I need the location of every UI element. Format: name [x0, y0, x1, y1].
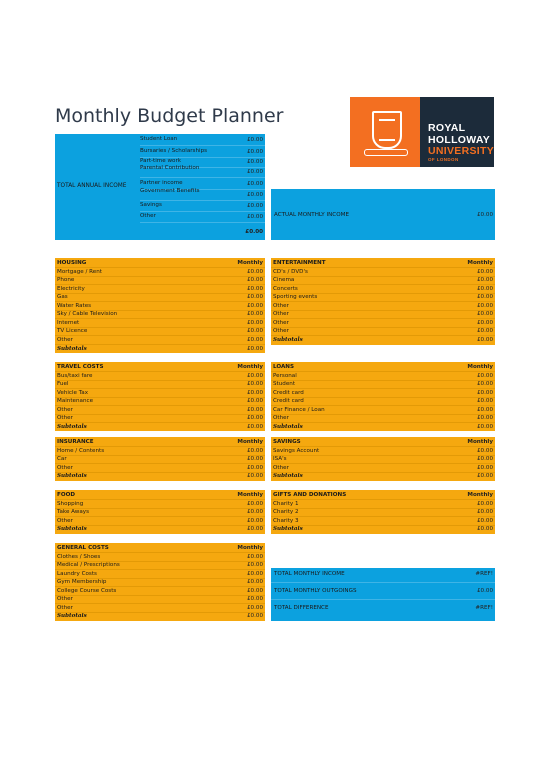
row-divider: [55, 397, 265, 398]
annual-row-value: £0.00: [246, 137, 263, 143]
section-row-label: Internet: [57, 319, 80, 326]
row-divider: [55, 284, 265, 285]
logo-line-1: ROYAL: [428, 122, 466, 134]
row-divider: [55, 380, 265, 381]
section-row-label: Other: [273, 415, 289, 422]
section-column-header: Monthly: [467, 260, 493, 266]
section-row-value: £0.00: [476, 372, 493, 379]
row-divider: [271, 284, 495, 285]
section-title: SAVINGS: [273, 439, 301, 445]
section-row-value: £0.00: [246, 596, 263, 603]
crest-icon: [350, 97, 420, 167]
section-row-label: Sporting events: [273, 294, 318, 301]
section-row-value: £0.00: [476, 381, 493, 388]
annual-income-total: £0.00: [245, 229, 263, 235]
section-row-value: £0.00: [246, 319, 263, 326]
annual-row-value: £0.00: [246, 192, 263, 198]
row-divider: [140, 145, 265, 146]
row-divider: [55, 276, 265, 277]
section-row-value: £0.00: [476, 406, 493, 413]
section-row-value: £0.00: [246, 509, 263, 516]
annual-row-label: Partner income: [140, 180, 183, 186]
section-row-value: £0.00: [476, 509, 493, 516]
section-subtotal-value: £0.00: [246, 613, 263, 620]
section-column-header: Monthly: [237, 439, 263, 445]
row-divider: [271, 335, 495, 336]
logo-line-2: HOLLOWAY: [428, 134, 491, 146]
row-divider: [271, 388, 495, 389]
section-row-value: £0.00: [476, 517, 493, 524]
annual-row-value: £0.00: [246, 169, 263, 175]
section-subtotal-label: Subtotals: [273, 526, 303, 533]
annual-row-value: £0.00: [246, 159, 263, 165]
section-subtotal-label: Subtotals: [273, 336, 303, 343]
section-row-label: Other: [57, 517, 73, 524]
section-column-header: Monthly: [237, 492, 263, 498]
annual-row-label: Government Benefits: [140, 188, 200, 194]
actual-income-value: £0.00: [476, 212, 493, 218]
section-row-label: CD's / DVD's: [273, 268, 308, 275]
row-divider: [55, 310, 265, 311]
section-subtotal-label: Subtotals: [57, 613, 87, 620]
section-row-label: Home / Contents: [57, 447, 105, 454]
row-divider: [271, 380, 495, 381]
annual-row-label: Bursaries / Scholarships: [140, 148, 208, 154]
section-row-value: £0.00: [246, 570, 263, 577]
section-row-label: Personal: [273, 372, 297, 379]
section-subtotal-value: £0.00: [246, 345, 263, 352]
section-row-value: £0.00: [476, 328, 493, 335]
university-logo: [350, 97, 494, 167]
section-row-value: £0.00: [246, 398, 263, 405]
section-row-label: Savings Account: [273, 447, 320, 454]
section-subtotal-value: £0.00: [246, 423, 263, 430]
section-row-label: Clothes / Shoes: [57, 553, 101, 560]
section-subtotal-label: Subtotals: [273, 423, 303, 430]
section-title: GIFTS AND DONATIONS: [273, 492, 347, 498]
section-row-value: £0.00: [246, 579, 263, 586]
section-row-value: £0.00: [246, 447, 263, 454]
section-row-label: Laundry Costs: [57, 570, 97, 577]
section-row-label: Student: [273, 381, 296, 388]
section-row-value: £0.00: [476, 456, 493, 463]
section-title: FOOD: [57, 492, 75, 498]
section-row-value: £0.00: [476, 277, 493, 284]
section-row-label: Take Aways: [57, 509, 90, 516]
section-row-value: £0.00: [476, 285, 493, 292]
row-divider: [271, 397, 495, 398]
row-divider: [55, 293, 265, 294]
section-row-label: Other: [57, 464, 73, 471]
section-row-label: Other: [273, 328, 289, 335]
section-row-label: Car Finance / Loan: [273, 406, 325, 413]
section-row-value: £0.00: [246, 406, 263, 413]
summary-value: £0.00: [476, 588, 493, 594]
row-divider: [271, 371, 495, 372]
section-row-label: Medical / Prescriptions: [57, 562, 120, 569]
section-subtotal-label: Subtotals: [57, 423, 87, 430]
page-title: Monthly Budget Planner: [55, 105, 284, 127]
section-row-label: Water Rates: [57, 302, 92, 309]
section-row-value: £0.00: [246, 553, 263, 560]
annual-row-value: £0.00: [246, 181, 263, 187]
row-divider: [55, 569, 265, 570]
row-divider: [271, 455, 495, 456]
row-divider: [271, 327, 495, 328]
row-divider: [55, 508, 265, 509]
row-divider: [55, 318, 265, 319]
section-row-label: Vehicle Tax: [57, 389, 89, 396]
row-divider: [55, 578, 265, 579]
section-row-value: £0.00: [246, 456, 263, 463]
row-divider: [55, 388, 265, 389]
row-divider: [271, 276, 495, 277]
section-column-header: Monthly: [237, 260, 263, 266]
section-row-value: £0.00: [246, 415, 263, 422]
summary-value: #REF!: [475, 605, 493, 611]
row-divider: [55, 455, 265, 456]
section-subtotal-label: Subtotals: [57, 473, 87, 480]
section-row-label: Charity 2: [273, 509, 299, 516]
row-divider: [140, 222, 265, 223]
section-subtotal-value: £0.00: [476, 423, 493, 430]
section-title: LOANS: [273, 364, 295, 370]
section-row-value: £0.00: [246, 500, 263, 507]
row-divider: [55, 586, 265, 587]
section-row-label: Bus/taxi fare: [57, 372, 93, 379]
row-divider: [271, 525, 495, 526]
row-divider: [140, 211, 265, 212]
row-divider: [55, 463, 265, 464]
annual-row-label: Other: [140, 213, 156, 219]
section-row-label: Maintenance: [57, 398, 94, 405]
row-divider: [271, 414, 495, 415]
section-row-label: Sky / Cable Television: [57, 311, 118, 318]
row-divider: [271, 446, 495, 447]
section-row-label: Cinema: [273, 277, 295, 284]
row-divider: [55, 516, 265, 517]
row-divider: [55, 472, 265, 473]
row-divider: [271, 318, 495, 319]
section-row-label: Other: [273, 302, 289, 309]
section-subtotal-value: £0.00: [246, 526, 263, 533]
annual-row-value: £0.00: [246, 203, 263, 209]
row-divider: [271, 310, 495, 311]
row-divider: [55, 405, 265, 406]
section-row-value: £0.00: [246, 389, 263, 396]
section-column-header: Monthly: [467, 492, 493, 498]
section-row-label: Car: [57, 456, 67, 463]
annual-row-label: Part-time work: [140, 158, 182, 164]
row-divider: [271, 422, 495, 423]
section-row-label: Other: [57, 604, 73, 611]
row-divider: [55, 561, 265, 562]
section-row-label: Shopping: [57, 500, 84, 507]
section-row-label: ISA's: [273, 456, 287, 463]
row-divider: [55, 335, 265, 336]
row-divider: [55, 446, 265, 447]
row-divider: [271, 267, 495, 268]
row-divider: [55, 267, 265, 268]
section-row-label: Charity 3: [273, 517, 299, 524]
section-row-value: £0.00: [476, 302, 493, 309]
section-subtotal-value: £0.00: [476, 336, 493, 343]
row-divider: [55, 603, 265, 604]
row-divider: [271, 463, 495, 464]
section-subtotal-label: Subtotals: [57, 526, 87, 533]
section-row-label: Credit card: [273, 389, 304, 396]
section-row-value: £0.00: [246, 517, 263, 524]
section-row-label: Phone: [57, 277, 75, 284]
row-divider: [271, 405, 495, 406]
section-row-value: £0.00: [476, 464, 493, 471]
section-row-label: College Course Costs: [57, 587, 117, 594]
row-divider: [55, 595, 265, 596]
section-row-value: £0.00: [246, 285, 263, 292]
section-row-label: Charity 1: [273, 500, 299, 507]
row-divider: [271, 499, 495, 500]
section-column-header: Monthly: [467, 364, 493, 370]
section-row-value: £0.00: [246, 311, 263, 318]
section-subtotal-value: £0.00: [476, 473, 493, 480]
section-title: GENERAL COSTS: [57, 545, 109, 551]
row-divider: [55, 552, 265, 553]
row-divider: [271, 472, 495, 473]
section-row-label: Concerts: [273, 285, 298, 292]
section-title: ENTERTAINMENT: [273, 260, 326, 266]
summary-value: #REF!: [475, 571, 493, 577]
section-row-value: £0.00: [246, 294, 263, 301]
annual-row-label: Student Loan: [140, 136, 178, 142]
row-divider: [271, 599, 495, 600]
section-row-value: £0.00: [476, 500, 493, 507]
section-subtotal-value: £0.00: [476, 526, 493, 533]
section-row-label: Other: [273, 464, 289, 471]
section-row-value: £0.00: [476, 311, 493, 318]
row-divider: [271, 582, 495, 583]
section-row-value: £0.00: [476, 294, 493, 301]
logo-line-3: UNIVERSITY: [428, 145, 495, 157]
row-divider: [55, 301, 265, 302]
section-title: HOUSING: [57, 260, 87, 266]
section-row-value: £0.00: [476, 415, 493, 422]
section-row-value: £0.00: [246, 587, 263, 594]
row-divider: [55, 327, 265, 328]
section-title: TRAVEL COSTS: [57, 364, 104, 370]
logo-line-4: OF LONDON: [428, 157, 459, 162]
section-row-label: Other: [273, 319, 289, 326]
section-row-label: Other: [57, 415, 73, 422]
section-row-label: Other: [273, 311, 289, 318]
section-row-label: Credit card: [273, 398, 304, 405]
section-row-label: Fuel: [57, 381, 69, 388]
section-column-header: Monthly: [237, 545, 263, 551]
section-row-value: £0.00: [476, 447, 493, 454]
summary-label: TOTAL MONTHLY INCOME: [274, 571, 345, 577]
row-divider: [55, 344, 265, 345]
section-row-value: £0.00: [476, 319, 493, 326]
section-row-value: £0.00: [246, 277, 263, 284]
section-row-label: Other: [57, 336, 73, 343]
section-row-value: £0.00: [476, 389, 493, 396]
actual-income-label: ACTUAL MONTHLY INCOME: [274, 212, 349, 218]
section-row-value: £0.00: [246, 372, 263, 379]
section-row-value: £0.00: [246, 302, 263, 309]
row-divider: [55, 371, 265, 372]
section-row-label: Other: [57, 406, 73, 413]
section-row-label: Gas: [57, 294, 68, 301]
summary-label: TOTAL DIFFERENCE: [274, 605, 329, 611]
section-subtotal-label: Subtotals: [273, 473, 303, 480]
row-divider: [55, 499, 265, 500]
row-divider: [271, 516, 495, 517]
annual-income-label: TOTAL ANNUAL INCOME: [57, 183, 127, 189]
section-subtotal-label: Subtotals: [57, 345, 87, 352]
row-divider: [271, 293, 495, 294]
row-divider: [271, 301, 495, 302]
section-row-value: £0.00: [476, 398, 493, 405]
row-divider: [55, 525, 265, 526]
row-divider: [55, 414, 265, 415]
row-divider: [55, 422, 265, 423]
section-title: INSURANCE: [57, 439, 94, 445]
section-column-header: Monthly: [237, 364, 263, 370]
section-row-value: £0.00: [246, 464, 263, 471]
annual-row-value: £0.00: [246, 149, 263, 155]
section-row-value: £0.00: [246, 336, 263, 343]
row-divider: [55, 612, 265, 613]
section-row-value: £0.00: [246, 562, 263, 569]
section-row-label: Mortgage / Rent: [57, 268, 102, 275]
section-row-label: Gym Membership: [57, 579, 107, 586]
section-row-value: £0.00: [246, 328, 263, 335]
row-divider: [271, 508, 495, 509]
section-row-label: Electricity: [57, 285, 85, 292]
section-row-value: £0.00: [246, 604, 263, 611]
summary-label: TOTAL MONTHLY OUTGOINGS: [274, 588, 357, 594]
annual-row-value: £0.00: [246, 214, 263, 220]
section-row-value: £0.00: [246, 381, 263, 388]
row-divider: [140, 200, 265, 201]
section-column-header: Monthly: [467, 439, 493, 445]
annual-row-label: Parental Contribution: [140, 165, 200, 171]
section-row-value: £0.00: [246, 268, 263, 275]
annual-row-label: Savings: [140, 202, 162, 208]
row-divider: [140, 177, 265, 178]
section-row-value: £0.00: [476, 268, 493, 275]
section-row-label: Other: [57, 596, 73, 603]
section-subtotal-value: £0.00: [246, 473, 263, 480]
section-row-label: TV Licence: [57, 328, 88, 335]
